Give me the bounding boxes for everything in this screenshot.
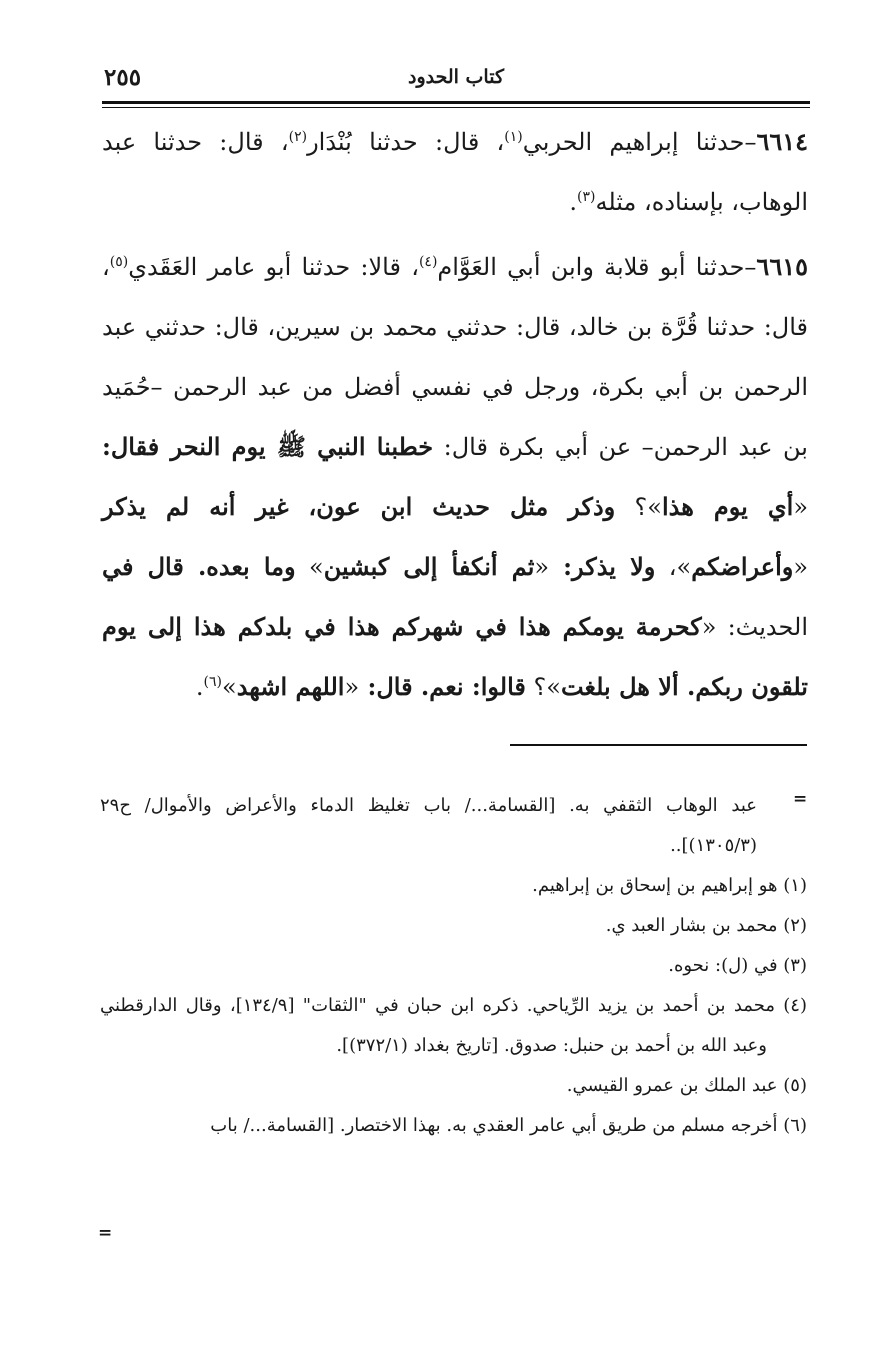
footnote-ref: (٦) bbox=[203, 674, 222, 690]
page-header bbox=[104, 62, 808, 96]
hadith-6615 bbox=[102, 237, 808, 717]
hadith-bold-text: وما بعده. قال في bbox=[102, 552, 296, 581]
footnote-3: (٣) في (ل): نحوه. bbox=[668, 955, 807, 976]
footnote-6: (٦) أخرجه مسلم من طريق أبي عامر العقدي به. بهذا الاختصار. [القسامة.../ باب bbox=[210, 1115, 807, 1136]
footnotes bbox=[100, 786, 807, 1146]
hadith-text: « bbox=[793, 493, 808, 521]
hadith-text: ، قال: حدثنا بُنْدَار bbox=[307, 128, 505, 156]
hadith-number: ٦٦١٥ bbox=[756, 252, 808, 281]
footnote-continuation: عبد الوهاب الثقفي به. [القسامة.../ باب تغليظ الدماء والأعراض والأموال/ ح٢٩ (١٣٠٥/٣)].. bbox=[100, 795, 757, 856]
hadith-text: « bbox=[793, 553, 809, 581]
footnote-ref: (٣) bbox=[577, 189, 596, 205]
continuation-mark-top: = bbox=[793, 789, 808, 809]
hadith-text: »؟ bbox=[525, 673, 561, 701]
hadith-text: –حدثنا أبو قلابة وابن أبي العَوَّام bbox=[437, 253, 757, 281]
footnote-2: (٢) محمد بن بشار العبد ي. bbox=[605, 915, 807, 936]
hadith-text: . bbox=[569, 188, 577, 216]
hadith-text: . bbox=[195, 673, 204, 701]
hadith-text: ، قال: حدثنا قُرَّة بن خالد، قال: حدثني محمد بن سيرين، قال: حدثني عبد الرحمن بن أبي بكرة، ورجل في نفسي أفضل من عبد الرحمن –حُمَيد بن عبد الرحمن– عن أبي بكرة قال: bbox=[102, 253, 808, 461]
footnote-ref: (٤) bbox=[418, 254, 438, 270]
hadith-bold-text: أي يوم هذا bbox=[661, 492, 794, 521]
running-title: كتاب الحدود bbox=[407, 66, 504, 88]
footnote-ref: (٢) bbox=[288, 129, 308, 145]
hadith-6614 bbox=[102, 112, 808, 232]
hadith-bold-text: قالوا: نعم. قال: bbox=[359, 672, 526, 701]
footnote-5: (٥) عبد الملك بن عمرو القيسي. bbox=[566, 1075, 807, 1096]
hadith-text: »؟ bbox=[615, 493, 662, 521]
hadith-text: » bbox=[295, 553, 324, 581]
hadith-bold-text: ولا يذكر: bbox=[549, 552, 656, 581]
hadith-number: ٦٦١٤ bbox=[756, 127, 808, 156]
hadith-bold-text: خطبنا النبي ﷺ يوم النحر فقال: bbox=[102, 432, 434, 461]
hadith-bold-text: كحرمة يومكم هذا في شهركم هذا في بلدكم هذا إلى يوم تلقون ربكم. ألا هل بلغت bbox=[102, 612, 808, 701]
hadith-bold-text: ثم أنكفأ إلى كبشين bbox=[323, 552, 535, 581]
page-number: ٢٥٥ bbox=[104, 64, 142, 91]
hadith-bold-text: اللهم اشهد bbox=[236, 672, 345, 701]
footnote-ref: (١) bbox=[504, 129, 523, 145]
hadith-bold-text: وذكر مثل حديث ابن عون، غير أنه لم يذكر bbox=[102, 492, 616, 521]
footnote-ref: (٥) bbox=[109, 254, 129, 270]
hadith-text: » bbox=[222, 673, 237, 701]
hadith-text: الحديث: « bbox=[701, 613, 809, 641]
hadith-text: –حدثنا إبراهيم الحربي bbox=[522, 128, 757, 156]
hadith-text: ، قالا: حدثنا أبو عامر العَقَدي bbox=[128, 253, 419, 281]
hadith-text: « bbox=[534, 553, 550, 581]
header-rule-thick bbox=[102, 101, 810, 104]
footnote-separator bbox=[510, 744, 807, 746]
footnote-4: (٤) محمد بن أحمد بن يزيد الرِّياحي. ذكره ابن حبان في "الثقات" [١٣٤/٩]، وقال الدارقطني وعبد الله بن أحمد بن حنبل: صدوق. [تاريخ بغداد (٣٧٢/١)]. bbox=[100, 995, 807, 1056]
footnote-1: (١) هو إبراهيم بن إسحاق بن إبراهيم. bbox=[532, 875, 807, 896]
hadith-bold-text: وأعراضكم bbox=[691, 552, 794, 581]
header-rule-thin bbox=[102, 107, 810, 108]
hadith-text: »، bbox=[655, 553, 692, 581]
hadith-text: ، قال: حدثنا عبد الوهاب، بإسناده، مثله bbox=[102, 128, 808, 216]
continuation-mark-bottom: = bbox=[98, 1223, 113, 1243]
main-text bbox=[102, 112, 808, 717]
hadith-text: « bbox=[344, 673, 360, 701]
